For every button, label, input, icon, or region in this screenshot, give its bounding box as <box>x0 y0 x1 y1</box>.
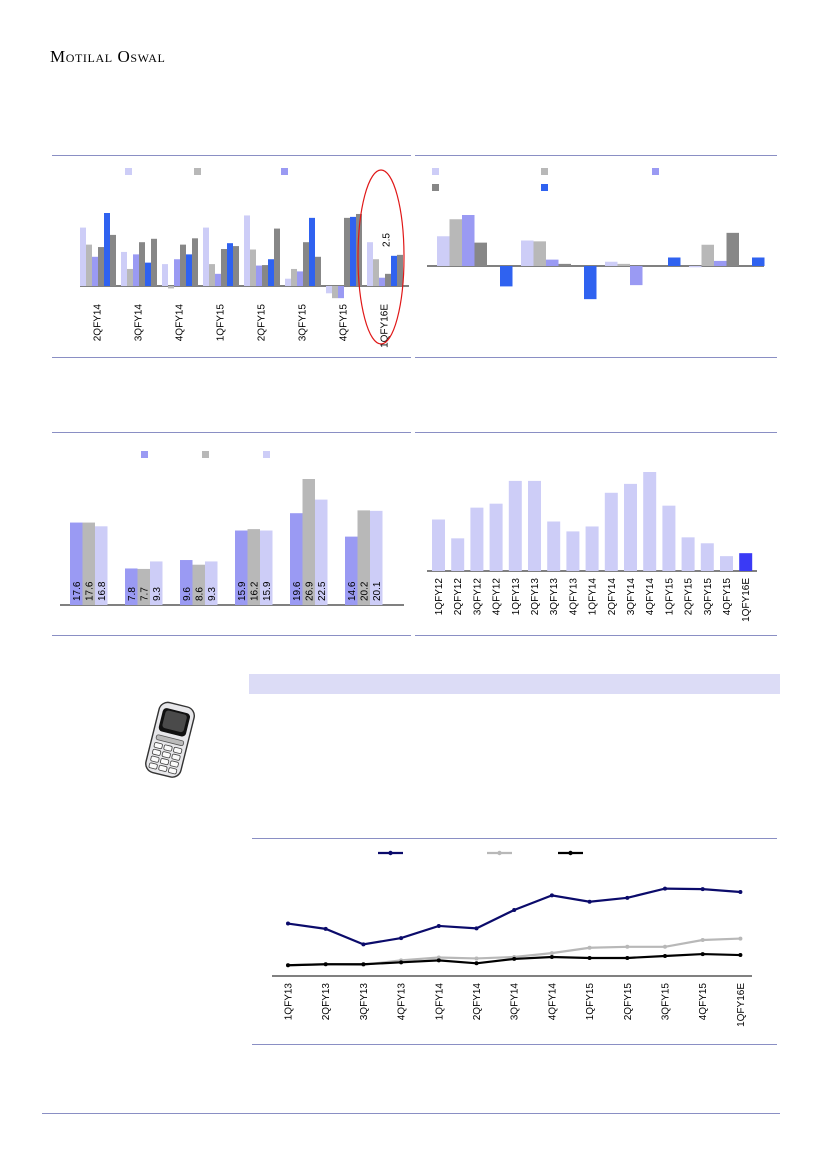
c3-data-label: 15.9 <box>236 581 248 601</box>
chart-5 <box>252 839 777 1043</box>
c5-point <box>588 900 592 904</box>
c1-x-label: 3QFY14 <box>133 304 145 342</box>
c4-bar <box>528 481 541 571</box>
c5-x-label: 3QFY14 <box>509 983 521 1021</box>
c1-x-label: 2QFY15 <box>256 304 268 342</box>
c5-x-label: 1QFY13 <box>283 983 295 1021</box>
c1-bar <box>168 286 174 288</box>
chart-2-svg <box>415 156 777 356</box>
chart-4 <box>415 433 777 633</box>
c1-data-label: 2.5 <box>381 233 393 247</box>
c4-bar <box>739 553 752 571</box>
c2-bar <box>605 262 618 266</box>
rule-c4-bottom <box>415 635 777 636</box>
footer-rule <box>42 1113 780 1114</box>
c1-legend-swatch <box>194 168 201 175</box>
rule-c5-bottom <box>252 1044 777 1045</box>
chart-1 <box>52 156 412 356</box>
c3-data-label: 9.3 <box>206 587 218 601</box>
c1-bar <box>244 215 250 286</box>
c4-x-label: 3QFY13 <box>549 578 561 616</box>
c2-bar <box>702 245 715 266</box>
c3-data-label: 17.6 <box>84 581 96 601</box>
chart-3-svg <box>52 433 412 633</box>
c1-bar <box>98 247 104 286</box>
c5-point <box>663 887 667 891</box>
c1-bar <box>104 213 110 286</box>
c5-series-line <box>288 889 740 945</box>
c1-bar <box>262 265 268 286</box>
c3-data-label: 15.9 <box>261 581 273 601</box>
c5-point <box>324 927 328 931</box>
mobile-phone-icon <box>140 700 202 785</box>
c1-bar <box>174 259 180 286</box>
c5-point <box>550 893 554 897</box>
section-title-band <box>249 674 780 694</box>
c4-x-label: 4QFY15 <box>722 578 733 616</box>
c5-point <box>286 963 290 967</box>
c5-point <box>625 896 629 900</box>
chart-3 <box>52 433 412 633</box>
c4-bar <box>624 484 637 571</box>
c5-point <box>663 945 667 949</box>
chart-4-svg <box>415 433 777 633</box>
c5-x-label: 4QFY15 <box>698 983 710 1021</box>
c1-bar <box>233 246 239 286</box>
c3-data-label: 16.2 <box>249 581 261 601</box>
c1-bar <box>350 217 356 286</box>
c4-x-label: 1QFY15 <box>664 578 676 616</box>
c2-legend-swatch <box>541 168 548 175</box>
c4-x-label: 4QFY14 <box>645 578 657 616</box>
c4-bar <box>470 508 483 571</box>
c5-legend-marker <box>388 851 392 855</box>
c5-point <box>738 890 742 894</box>
c4-bar <box>547 522 560 572</box>
c4-bar <box>720 556 733 571</box>
c4-x-label: 4QFY13 <box>568 578 580 616</box>
c3-data-label: 7.7 <box>139 587 151 601</box>
c1-legend-swatch <box>125 168 132 175</box>
c2-legend-swatch <box>432 168 439 175</box>
c4-x-label: 2QFY13 <box>530 578 541 616</box>
c2-bar <box>668 258 681 267</box>
c5-x-label: 2QFY15 <box>622 983 634 1021</box>
c5-x-label: 3QFY13 <box>358 983 370 1021</box>
c2-bar <box>521 241 534 267</box>
c1-bar <box>338 286 344 298</box>
c4-bar <box>432 520 445 571</box>
c2-bar <box>462 215 475 266</box>
c3-data-label: 7.8 <box>126 587 138 601</box>
c3-data-label: 19.6 <box>291 581 303 601</box>
c4-bar <box>490 504 503 571</box>
c5-x-label: 4QFY14 <box>547 983 559 1021</box>
c5-point <box>701 938 705 942</box>
c4-x-label: 2QFY12 <box>453 578 465 616</box>
c5-point <box>701 952 705 956</box>
c5-point <box>588 946 592 950</box>
c1-bar <box>192 238 198 286</box>
c2-bar <box>534 241 547 266</box>
c1-bar <box>385 274 391 286</box>
c1-bar <box>139 242 145 286</box>
c1-bar <box>110 235 116 286</box>
c4-x-label: 1QFY12 <box>434 578 445 616</box>
c5-point <box>475 961 479 965</box>
c1-x-label: 4QFY15 <box>338 304 350 342</box>
rule-c2-bottom <box>415 357 777 358</box>
c1-bar <box>303 242 309 286</box>
c1-bar <box>221 249 227 286</box>
c5-x-label: 2QFY14 <box>472 983 483 1021</box>
c4-bar <box>662 506 675 571</box>
c1-x-label: 3QFY15 <box>297 304 309 342</box>
c1-bar <box>145 263 151 286</box>
c5-series-line <box>288 939 740 966</box>
c1-bar <box>127 269 133 286</box>
c3-data-label: 26.9 <box>304 581 316 601</box>
company-logo: Motilal Oswal <box>50 47 166 66</box>
c4-x-label: 2QFY15 <box>683 578 695 616</box>
rule-c1-bottom <box>52 357 411 358</box>
c1-bar <box>315 257 321 286</box>
c3-legend-swatch <box>141 451 148 458</box>
c1-bar <box>186 254 192 286</box>
c5-x-label: 4QFY13 <box>396 983 408 1021</box>
c2-bar <box>752 258 765 267</box>
c5-point <box>738 953 742 957</box>
c2-bar <box>475 243 488 266</box>
c1-bar <box>332 286 338 298</box>
c5-point <box>361 962 365 966</box>
c2-bar <box>630 266 643 285</box>
c3-legend-swatch <box>263 451 270 458</box>
c5-point <box>286 922 290 926</box>
c3-data-label: 17.6 <box>71 581 83 601</box>
c1-bar <box>121 252 127 286</box>
c1-bar <box>209 264 215 286</box>
c1-bar <box>397 255 403 286</box>
c2-legend-swatch <box>541 184 548 191</box>
c5-point <box>663 954 667 958</box>
c2-bar <box>450 219 463 266</box>
c5-point <box>512 908 516 912</box>
c1-bar <box>227 243 233 286</box>
c5-legend-marker <box>497 851 501 855</box>
c3-legend-swatch <box>202 451 209 458</box>
c1-bar <box>373 259 379 286</box>
c4-bar <box>566 531 579 571</box>
c5-point <box>588 956 592 960</box>
c5-point <box>324 962 328 966</box>
rule-c3-bottom <box>52 635 411 636</box>
c4-bar <box>509 481 522 571</box>
chart-5-svg <box>252 839 777 1043</box>
c4-bar <box>586 526 599 571</box>
c2-legend-swatch <box>652 168 659 175</box>
chart-2 <box>415 156 777 356</box>
c3-data-label: 16.8 <box>96 581 108 601</box>
c4-x-label: 1QFY16E <box>741 578 753 622</box>
c3-data-label: 14.6 <box>346 581 358 601</box>
c3-data-label: 22.5 <box>316 581 328 601</box>
c5-point <box>738 937 742 941</box>
c3-data-label: 20.1 <box>371 581 383 601</box>
c4-bar <box>605 493 618 571</box>
c4-x-label: 3QFY12 <box>472 578 484 616</box>
c5-point <box>361 942 365 946</box>
c1-bar <box>80 228 86 286</box>
c5-point <box>625 956 629 960</box>
c2-bar <box>546 260 559 266</box>
c4-x-label: 1QFY13 <box>510 578 522 616</box>
c2-bar <box>714 261 727 266</box>
c1-bar <box>133 254 139 286</box>
c5-x-label: 2QFY13 <box>321 983 333 1021</box>
c4-bar <box>451 538 464 571</box>
c4-x-label: 4QFY12 <box>491 578 503 616</box>
c1-legend-swatch <box>281 168 288 175</box>
c5-point <box>512 957 516 961</box>
c1-bar <box>92 257 98 286</box>
c1-bar <box>268 259 274 286</box>
c5-point <box>399 936 403 940</box>
c1-bar <box>274 229 280 286</box>
chart-1-svg <box>52 156 412 356</box>
c1-x-label: 4QFY14 <box>174 304 186 342</box>
c1-bar <box>256 266 262 286</box>
c1-bar <box>151 239 157 286</box>
c4-bar <box>682 537 695 571</box>
c1-x-label: 1QFY15 <box>215 304 227 342</box>
c1-x-label: 2QFY14 <box>92 304 104 342</box>
c1-bar <box>367 242 373 286</box>
c5-x-label: 1QFY14 <box>434 983 446 1021</box>
c1-bar <box>250 250 256 287</box>
c4-x-label: 3QFY15 <box>702 578 714 616</box>
c1-bar <box>285 279 291 286</box>
c2-bar <box>727 233 740 266</box>
c4-bar <box>701 543 714 571</box>
c5-point <box>550 955 554 959</box>
c2-bar <box>559 264 572 266</box>
c5-point <box>437 958 441 962</box>
c5-point <box>550 951 554 955</box>
c1-x-label: 1QFY16E <box>379 304 391 348</box>
c1-bar <box>162 264 168 286</box>
c2-bar <box>437 236 450 266</box>
c1-bar <box>215 274 221 286</box>
c5-x-label: 1QFY15 <box>585 983 597 1021</box>
c5-point <box>475 926 479 930</box>
c5-x-label: 1QFY16E <box>735 983 747 1027</box>
c1-bar <box>344 218 350 286</box>
c4-bar <box>643 472 656 571</box>
c5-point <box>399 960 403 964</box>
c2-bar <box>500 266 513 286</box>
c3-data-label: 9.6 <box>181 587 193 601</box>
c1-bar <box>86 245 92 286</box>
c1-bar <box>291 269 297 286</box>
c2-bar <box>584 266 597 299</box>
c5-legend-marker <box>568 851 572 855</box>
c3-data-label: 20.2 <box>359 581 371 601</box>
c3-data-label: 8.6 <box>194 587 206 601</box>
c1-bar <box>180 245 186 286</box>
c5-point <box>701 887 705 891</box>
c5-point <box>437 924 441 928</box>
c1-bar <box>203 228 209 286</box>
c5-point <box>475 956 479 960</box>
c2-legend-swatch <box>432 184 439 191</box>
c4-x-label: 1QFY14 <box>587 578 599 616</box>
c1-bar <box>297 271 303 286</box>
c1-bar <box>379 278 385 286</box>
c1-bar <box>326 286 332 293</box>
c2-bar <box>689 266 702 267</box>
c4-x-label: 2QFY14 <box>606 578 618 616</box>
c2-bar <box>618 264 631 266</box>
c1-bar <box>391 256 397 286</box>
c1-bar <box>309 218 315 286</box>
c5-x-label: 3QFY15 <box>660 983 672 1021</box>
c3-data-label: 9.3 <box>151 587 163 601</box>
c5-point <box>625 945 629 949</box>
c4-x-label: 3QFY14 <box>626 578 637 616</box>
